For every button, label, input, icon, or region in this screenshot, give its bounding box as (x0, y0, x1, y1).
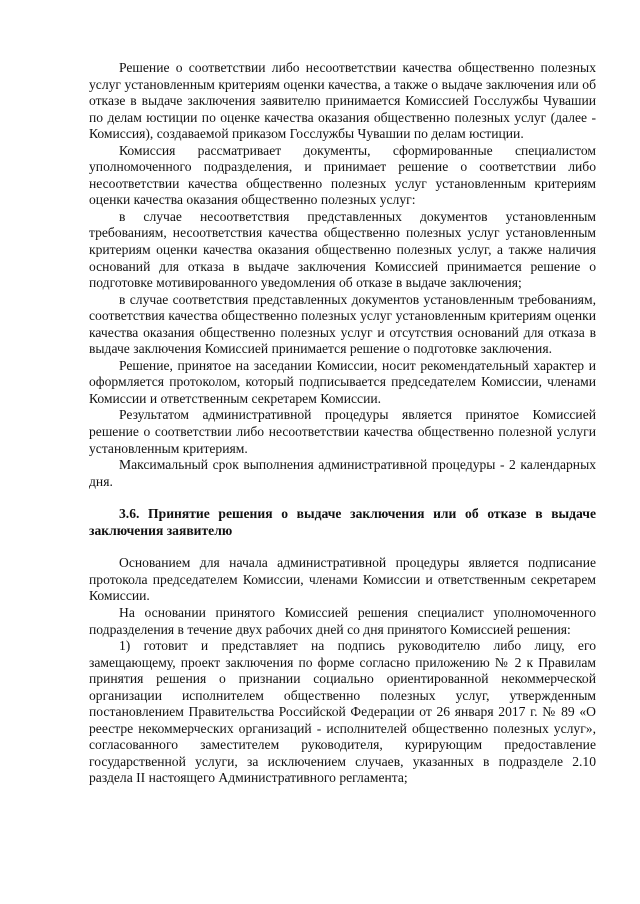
section-heading: 3.6. Принятие решения о выдаче заключения или об отказе в выдаче заключения заявителю (89, 506, 596, 538)
paragraph-basis: Основанием для начала административной процедуры является подписание протокола председателем Комиссии, членами Комиссии и ответственным секретарем Комиссии. (89, 555, 596, 604)
paragraph-specialist-actions: На основании принятого Комиссией решения специалист уполномоченного подразделения в течение двух рабочих дней со дня принятого Комиссией решения: (89, 604, 596, 637)
section-spacer (89, 490, 596, 506)
paragraph-item-1: 1) готовит и представляет на подпись руководителю либо лицу, его замещающему, проект заключения по форме согласно приложению № 2 к Правилам принятия решения о признании социально ориентированной некоммерческой организации исполнителем общественно полезных услуг, утвержденным постановлением Правительства Российской Федерации от 26 января 2017 г. № 89 «О реестре некоммерческих организаций - исполнителей общественно полезных услуг», согласованного заместителем руководителя, курирующим предоставление государственной услуги, за исключением случаев, указанных в подразделе 2.10 раздела II настоящего Административного регламента; (89, 638, 596, 786)
paragraph-max-term: Максимальный срок выполнения административной процедуры - 2 календарных дня. (89, 457, 596, 489)
paragraph-case-nonconformity: в случае несоответствия представленных документов установленным требованиям, несоответствия качества общественно полезных услуг установленным критериям оценки качества оказания общественно полезных услуг, а также наличия оснований для отказа в выдаче заключения Комиссией принимается решение о подготовке мотивированного уведомления об отказе в выдаче заключения; (89, 208, 596, 291)
section-spacer (89, 539, 596, 555)
document-page (89, 60, 596, 787)
paragraph-commission-review: Комиссия рассматривает документы, сформированные специалистом уполномоченного подразделения, и принимает решение о соответствии либо несоответствии качества общественно полезных услуг установленным критериям оценки качества оказания общественно полезных услуг: (89, 142, 596, 208)
paragraph-protocol: Решение, принятое на заседании Комиссии, носит рекомендательный характер и оформляется протоколом, который подписывается председателем Комиссии, членами Комиссии и ответственным секретарем Комиссии. (89, 357, 596, 406)
paragraph-case-conformity: в случае соответствия представленных документов установленным требованиям, соответствия качества общественно полезных услуг установленным критериям оценки качества оказания общественно полезных услуг и отсутствия оснований для отказа в выдаче заключения Комиссией принимается решение о подготовке заключения. (89, 291, 596, 357)
paragraph-decision-authority: Решение о соответствии либо несоответствии качества общественно полезных услуг установленным критериям оценки качества, а также о выдаче заключения или об отказе в выдаче заключения заявителю принимается Комиссией Госслужбы Чувашии по делам юстиции по оценке качества оказания общественно полезных услуг (далее - Комиссия), создаваемой приказом Госслужбы Чувашии по делам юстиции. (89, 60, 596, 142)
paragraph-result: Результатом административной процедуры является принятое Комиссией решение о соответствии либо несоответствии качества общественно полезной услуги установленным критериям. (89, 407, 596, 456)
